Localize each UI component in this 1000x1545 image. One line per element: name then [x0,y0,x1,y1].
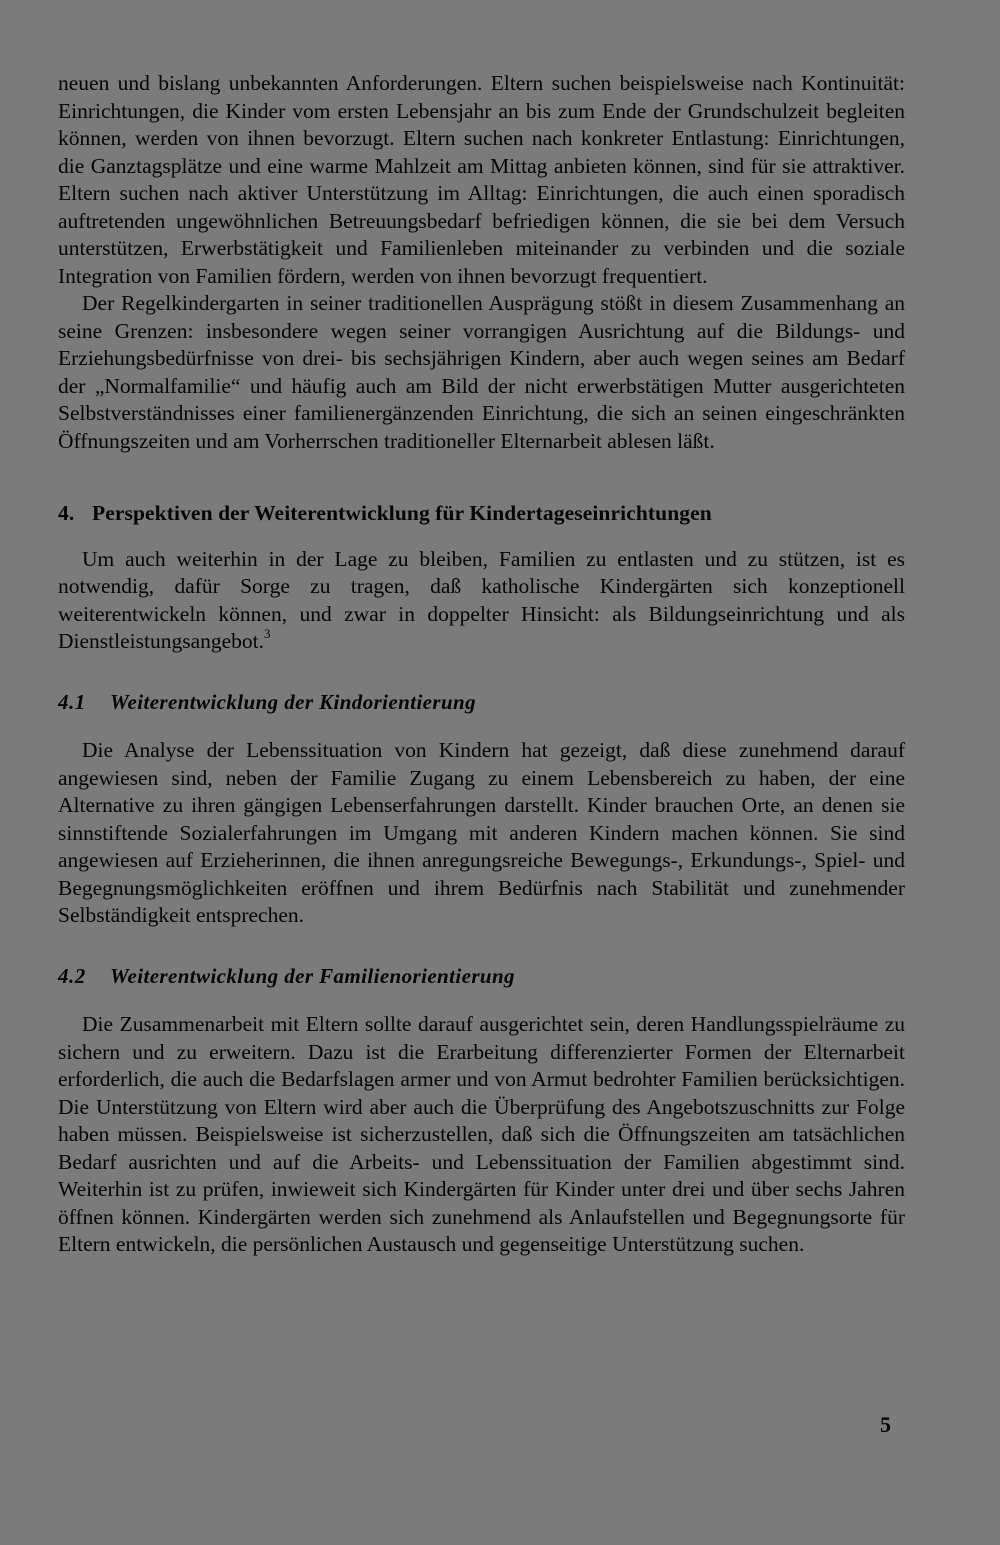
subsection-heading-4-2 [58,963,905,991]
intro-paragraph-2: Der Regelkindergarten in seiner traditionellen Ausprägung stößt in diesem Zusammenhang an seine Grenzen: insbesondere wegen seiner vorrangigen Ausrichtung auf die Bildungs- und Erziehungsbedürfnisse von drei- bis sechsjährigen Kindern, aber auch wegen seines am Bedarf der „Normalfamilie“ und häufig auch am Bild der nicht erwerbstätigen Mutter ausgerichteten Selbstverständnisses einer familienergänzenden Einrichtung, die sich an seinen eingeschränkten Öffnungszeiten und am Vorherrschen traditioneller Elternarbeit ablesen läßt. [58,291,905,453]
section-paragraph-text: Um auch weiterhin in der Lage zu bleiben, Familien zu entlasten und zu stützen, ist es notwendig, dafür Sorge zu tragen, daß katholische Kindergärten sich konzeptionell weiterentwickeln können, und zwar in doppelter Hinsicht: als Bildungseinrichtung und als Dienstleistungsangebot. [58,546,905,653]
subsection-title: Weiterentwicklung der Familienorientierung [110,963,515,988]
subsection-paragraph-4-1: Die Analyse der Lebenssituation von Kindern hat gezeigt, daß diese zunehmend darauf angewiesen sind, neben der Familie Zugang zu einem Lebensbereich zu haben, der eine Alternative zu ihren gängigen Lebenserfahrungen darstellt. Kinder brauchen Orte, an denen sie sinnstiftende Sozialerfahrungen im Umgang mit anderen Kindern machen können. Sie sind angewiesen auf Erzieherinnen, die ihnen anregungsreiche Bewegungs-, Erkundungs-, Spiel- und Begegnungsmöglichkeiten eröffnen und ihrem Bedürfnis nach Stabilität und zunehmender Selbständigkeit entsprechen. [58,738,905,927]
subsection-number: 4.1 [58,689,86,714]
subsection-title: Weiterentwicklung der Kindorientierung [110,689,477,714]
section-title: Perspektiven der Weiterentwicklung für Kindertageseinrichtungen [92,501,712,525]
section-paragraph [58,546,905,656]
intro-paragraph-1: neuen und bislang unbekannten Anforderungen. Eltern suchen beispielsweise nach Kontinuität: Einrichtungen, die Kinder vom ersten Lebensjahr an bis zum Ende der Grundschulzeit begleiten können, werden von ihnen bevorzugt. Eltern suchen nach konkreter Entlastung: Einrichtungen, die Ganztagsplätze und eine warme Mahlzeit am Mittag anbieten können, sind für sie attraktiver. Eltern suchen nach aktiver Unterstützung im Alltag: Einrichtungen, die auch einen sporadisch auftretenden ungewöhnlichen Betreuungsbedarf befriedigen können, die sie bei dem Versuch unterstützen, Erwerbstätigkeit und Familienleben miteinander zu verbinden und die soziale Integration von Familien fördern, werden von ihnen bevorzugt frequentiert. [58,71,905,288]
subsection-number: 4.2 [58,963,86,988]
document-page [58,70,905,1259]
subsection-paragraph-4-2: Die Zusammenarbeit mit Eltern sollte darauf ausgerichtet sein, deren Handlungsspielräume zu sichern und zu erweitern. Dazu ist die Erarbeitung differenzierter Formen der Elternarbeit erforderlich, die auch die Bedarfslagen armer und von Armut bedrohter Familien berücksichtigen. Die Unterstützung von Eltern wird aber auch die Überprüfung des Angebotszuschnitts zur Folge haben müssen. Beispielsweise ist sicherzustellen, daß sich die Öffnungszeiten am tatsächlichen Bedarf ausrichten und auf die Arbeits- und Lebenssituation der Familien abgestimmt sind. Weiterhin ist zu prüfen, inwieweit sich Kindergärten für Kinder unter drei und über sechs Jahren öffnen können. Kindergärten werden sich zunehmend als Anlaufstellen und Begegnungsorte für Eltern entwickeln, die persönlichen Austausch und gegenseitige Unterstützung suchen. [58,1012,905,1256]
section-number: 4. [58,501,75,525]
section-heading [58,500,905,528]
page-number: 5 [880,1412,891,1437]
footnote-reference: 3 [264,625,271,641]
subsection-heading-4-1 [58,689,905,717]
